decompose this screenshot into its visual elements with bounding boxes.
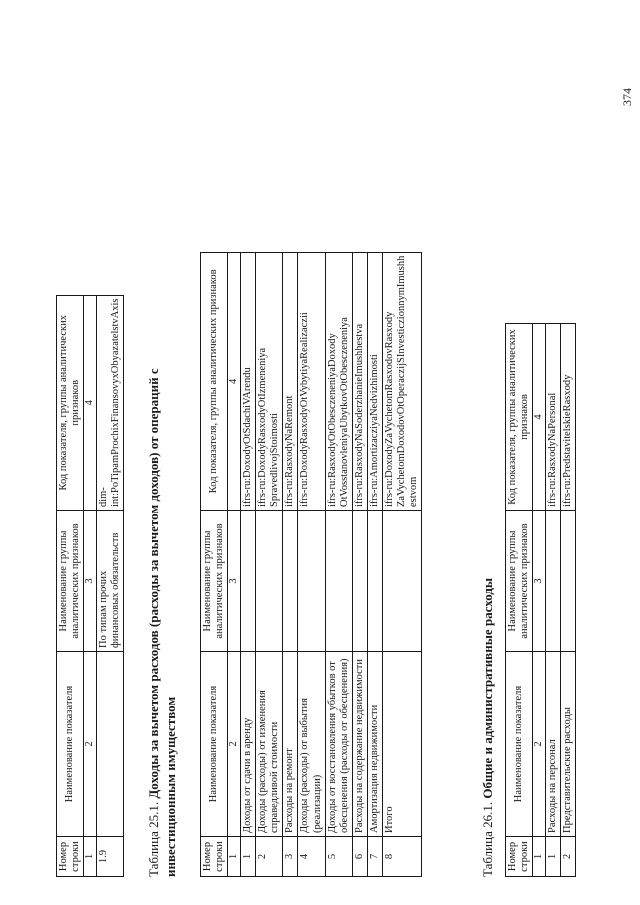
header-indicator-name: Наименование показателя	[201, 652, 228, 837]
header-row-number: Номер строки	[201, 837, 228, 877]
caption-prefix: Таблица 25.1.	[146, 801, 161, 877]
table-25-1	[200, 252, 422, 877]
group-name	[352, 511, 367, 652]
header-row-number: Номер строки	[506, 837, 533, 877]
table-row	[561, 324, 576, 877]
row-number: 1	[241, 837, 256, 877]
row-number: 4	[298, 837, 325, 877]
table-continuation	[56, 295, 124, 877]
table-row	[367, 252, 382, 876]
index-cell: 1	[533, 837, 546, 877]
index-cell: 2	[84, 652, 97, 837]
group-name	[256, 511, 283, 652]
indicator-name: Доходы от восстановления убытков от обесценения (расходы от обесценения)	[325, 652, 352, 837]
header-row-number: Номер строки	[57, 837, 84, 877]
indicator-name: Итого	[382, 652, 421, 837]
row-number: 2	[561, 837, 576, 877]
row-number: 1.9	[97, 837, 124, 877]
caption-table-25-1	[146, 317, 180, 877]
indicator-name: Расходы на персонал	[546, 652, 561, 837]
indicator-name: Доходы (расходы) от выбытия (реализации)	[298, 652, 325, 837]
group-name	[298, 511, 325, 652]
caption-title: Общие и административные расходы	[480, 577, 495, 799]
row-number: 6	[352, 837, 367, 877]
indicator-code: ifrs-ru:DoxodyOtSdachiVArendu	[241, 252, 256, 510]
indicator-code: ifrs-ru:RasxodyNaRemont	[283, 252, 298, 510]
indicator-name	[97, 652, 124, 837]
indicator-code: ifrs-ru:RasxodyNaPersonal	[546, 324, 561, 511]
table-row	[298, 252, 325, 876]
caption-prefix: Таблица 26.1.	[480, 801, 495, 877]
index-cell: 1	[228, 837, 241, 877]
indicator-code: ifrs-ru:DoxodyRasxodyOtIzmeneniya SpravedlivojStoimosti	[256, 252, 283, 510]
group-name	[241, 511, 256, 652]
group-name	[325, 511, 352, 652]
index-cell: 4	[228, 252, 241, 510]
table-row	[546, 324, 561, 877]
indicator-code: ifrs-ru:AmortizacziyaNedvizhimosti	[367, 252, 382, 510]
row-number: 7	[367, 837, 382, 877]
indicator-name: Представительские расходы	[561, 652, 576, 837]
header-indicator-name: Наименование показателя	[506, 652, 533, 837]
group-name	[367, 511, 382, 652]
header-indicator-name: Наименование показателя	[57, 652, 84, 837]
group-name	[382, 511, 421, 652]
indicator-code: ifrs-ru:DoxodyRasxodyOtVybytiyaRealizaczii	[298, 252, 325, 510]
header-group-name: Наименование группы аналитических признаков	[57, 511, 84, 652]
header-group-name: Наименование группы аналитических признаков	[506, 511, 533, 652]
header-code: Код показателя, группы аналитических признаков	[201, 252, 228, 510]
indicator-code: ifrs-ru:PredstavitelskieRasxody	[561, 324, 576, 511]
page-number: 374	[620, 88, 634, 106]
indicator-code: dim-int:PoTipamProchixFinansovyxObyazatelstvAxis	[97, 295, 124, 510]
table-26-1	[505, 323, 576, 877]
row-number: 3	[283, 837, 298, 877]
index-cell: 3	[84, 511, 97, 652]
indicator-code: ifrs-ru:RasxodyOtObesczeneniyaDoxody OtVosstanovleniyaUbytkovOtObesczeneniya	[325, 252, 352, 510]
indicator-name: Амортизация недвижимости	[367, 652, 382, 837]
row-number: 1	[546, 837, 561, 877]
index-cell: 2	[533, 652, 546, 837]
indicator-name: Расходы на содержание недвижимости	[352, 652, 367, 837]
index-cell: 3	[228, 511, 241, 652]
row-number: 2	[256, 837, 283, 877]
table-row	[283, 252, 298, 876]
indicator-code: ifrs-ru:RasxodyNaSoderzhanieImushhestva	[352, 252, 367, 510]
group-name: По типам прочих финансовых обязательств	[97, 511, 124, 652]
group-name	[283, 511, 298, 652]
index-cell: 4	[84, 295, 97, 510]
table-row	[241, 252, 256, 876]
indicator-name: Доходы (расходы) от изменения справедливой стоимости	[256, 652, 283, 837]
group-name	[546, 511, 561, 652]
indicator-name: Доходы от сдачи в аренду	[241, 652, 256, 837]
header-group-name: Наименование группы аналитических признаков	[201, 511, 228, 652]
table-row	[352, 252, 367, 876]
table-row	[325, 252, 352, 876]
index-cell: 2	[228, 652, 241, 837]
row-number: 8	[382, 837, 421, 877]
indicator-name: Расходы на ремонт	[283, 652, 298, 837]
table-row	[97, 295, 124, 876]
index-cell: 3	[533, 511, 546, 652]
row-number: 5	[325, 837, 352, 877]
caption-title: Доходы за вычетом расходов (расходы за вычетом доходов) от операций с инвестиционным имуществом	[146, 368, 178, 877]
index-cell: 1	[84, 837, 97, 877]
caption-table-26-1	[480, 317, 497, 877]
header-code: Код показателя, группы аналитических признаков	[57, 295, 84, 510]
table-row	[382, 252, 421, 876]
header-code: Код показателя, группы аналитических признаков	[506, 324, 533, 511]
group-name	[561, 511, 576, 652]
index-cell: 4	[533, 324, 546, 511]
table-row	[256, 252, 283, 876]
indicator-code: ifrs-ru:DoxodyZaVychetomRasxodovRasxody ZaVychetomDoxodovOtOperaczijSInvesticzionnymImushh estvom	[382, 252, 421, 510]
